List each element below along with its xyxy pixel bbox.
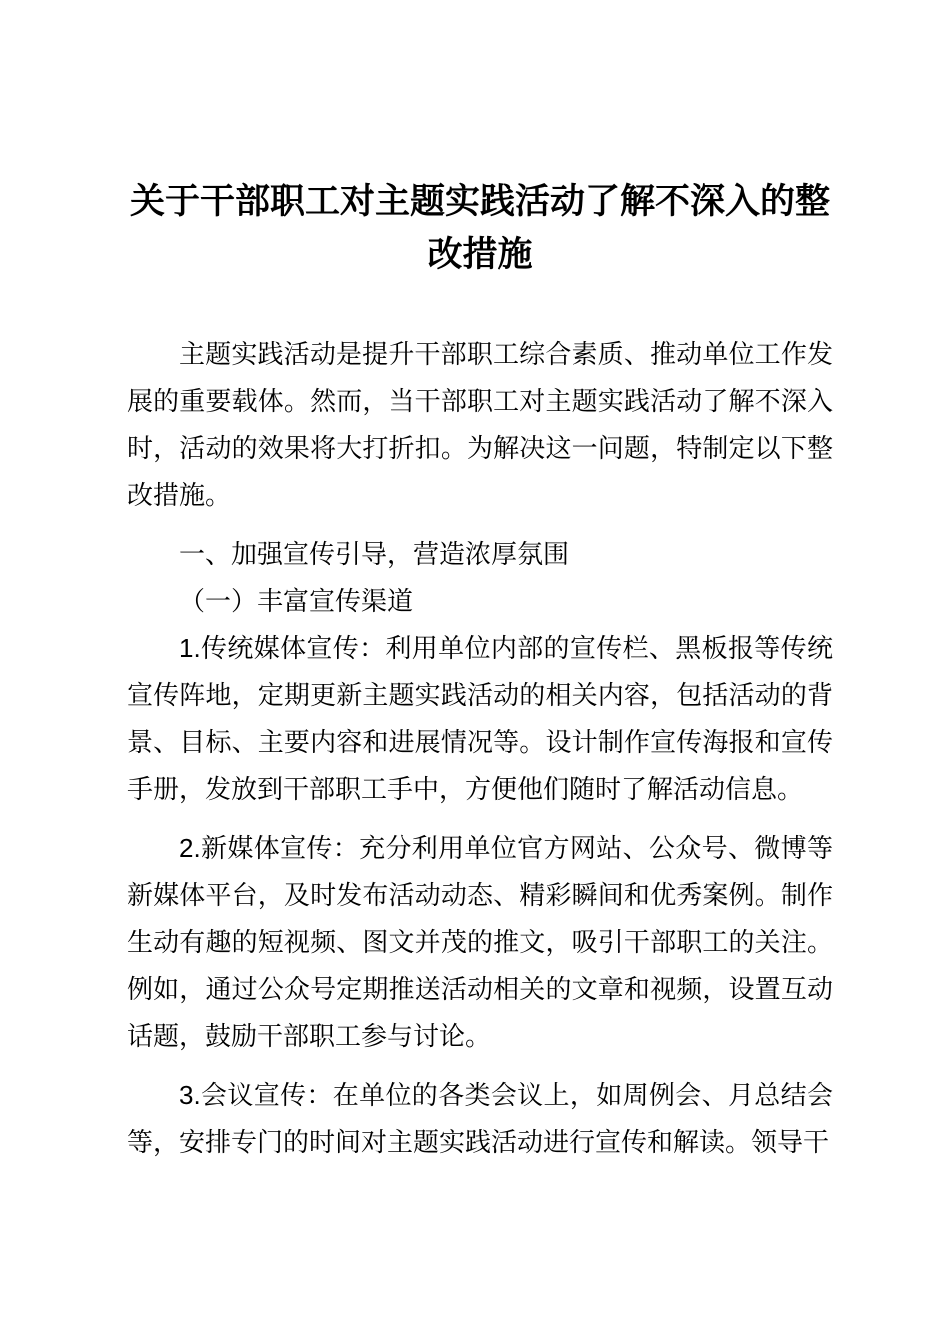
- section-1-heading: 一、加强宣传引导，营造浓厚氛围: [179, 539, 570, 569]
- measure-item-3: 3.会议宣传：在单位的各类会议上，如周例会、月总结会等，安排专门的时间对主题实践活动进行宣传和解读。领导干: [127, 1080, 833, 1157]
- subsection-1-1-heading: （一）丰富宣传渠道: [179, 586, 414, 616]
- document-title: 关于干部职工对主题实践活动了解不深入的整改措施: [129, 182, 830, 274]
- measure-item-2: 2.新媒体宣传：充分利用单位官方网站、公众号、微博等新媒体平台，及时发布活动动态、精彩瞬间和优秀案例。制作生动有趣的短视频、图文并茂的推文，吸引干部职工的关注。例如，通过公众号定期推送活动相关的文章和视频，设置互动话题，鼓励干部职工参与讨论。: [127, 833, 833, 1051]
- measure-item-1: 1.传统媒体宣传：利用单位内部的宣传栏、黑板报等传统宣传阵地，定期更新主题实践活动的相关内容，包括活动的背景、目标、主要内容和进展情况等。设计制作宣传海报和宣传手册，发放到干部职工手中，方便他们随时了解活动信息。: [127, 633, 833, 804]
- intro-paragraph: 主题实践活动是提升干部职工综合素质、推动单位工作发展的重要载体。然而，当干部职工对主题实践活动了解不深入时，活动的效果将大打折扣。为解决这一问题，特制定以下整改措施。: [127, 339, 833, 510]
